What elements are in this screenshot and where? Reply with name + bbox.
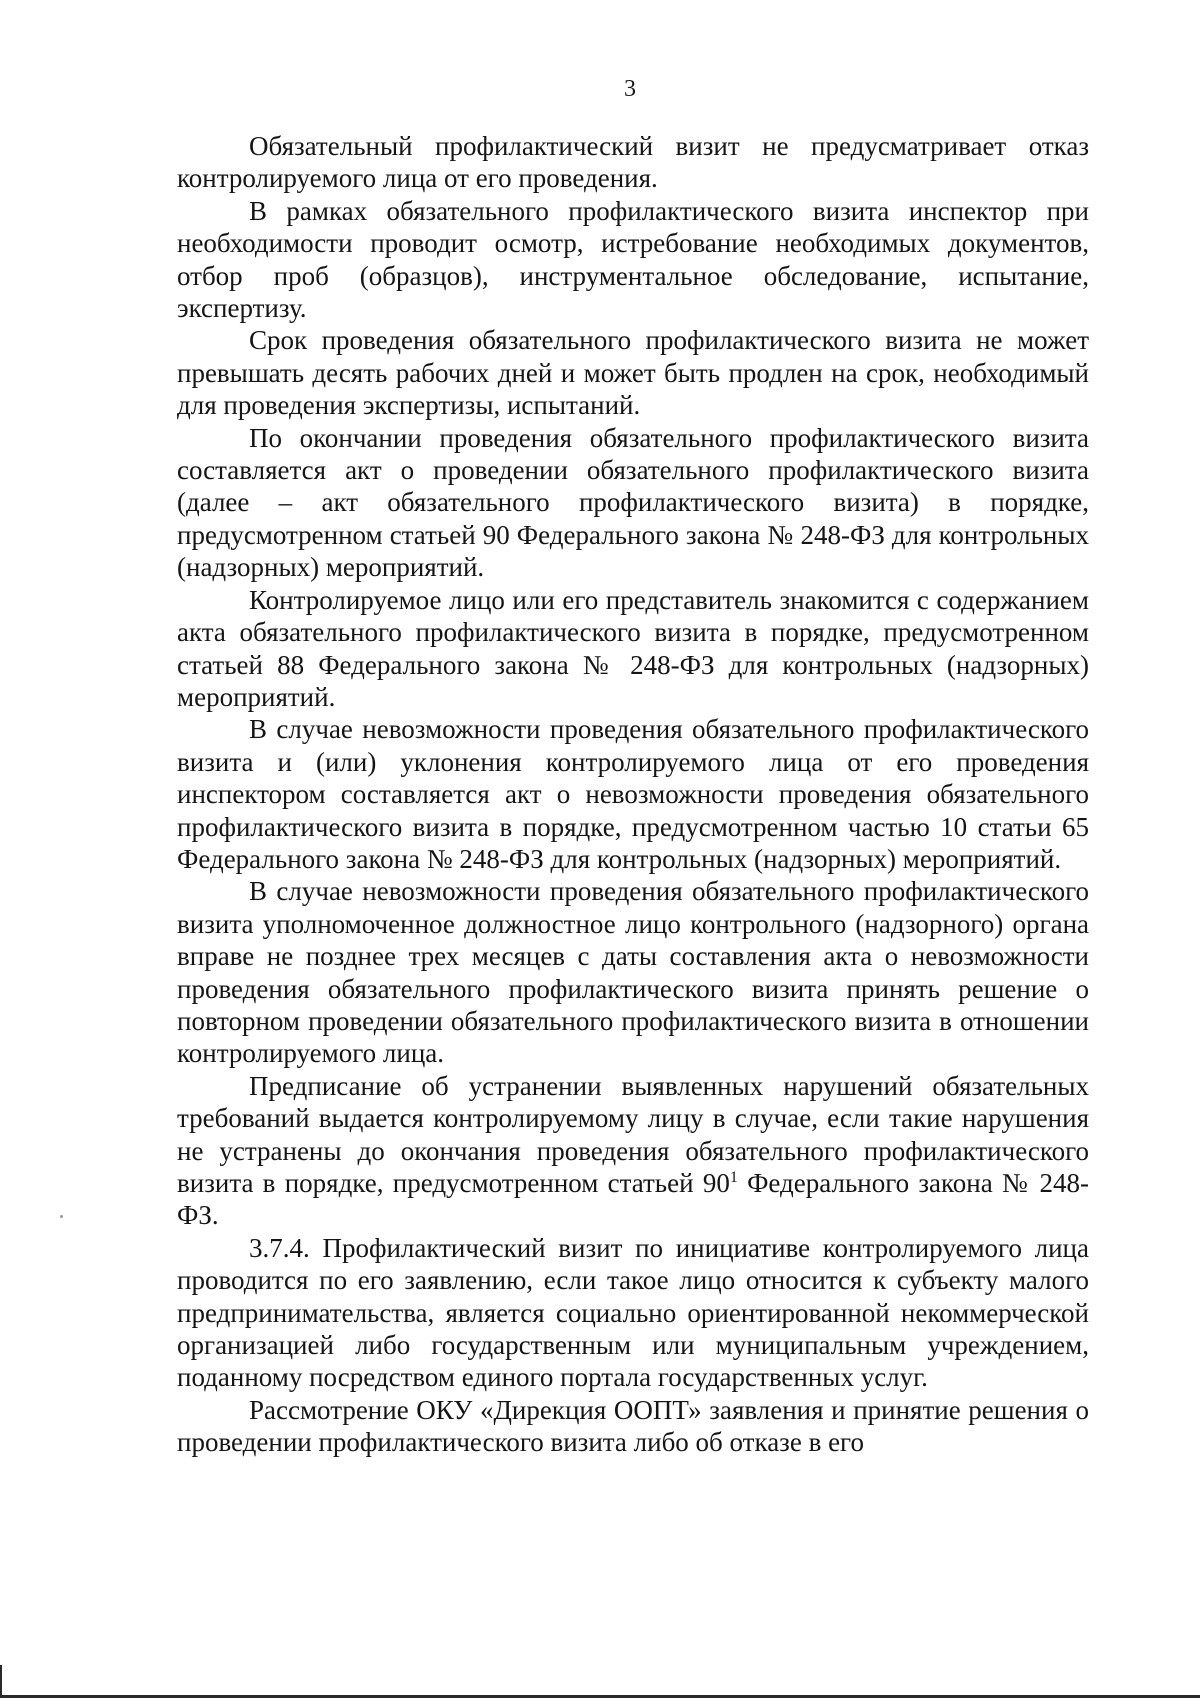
paragraph-act-familiarization: Контролируемое лицо или его представитель знакомится с содержанием акта обязательного профилактического визита в порядке, предусмотренном статьей 88 Федерального закона № 248-ФЗ для контрольных (надзорных) мероприятий.	[177, 584, 1089, 712]
paragraph-inspection-actions: В рамках обязательного профилактического визита инспектор при необходимости проводит осмотр, истребование необходимых документов, отбор проб (образцов), инструментальное обследование, испытание, экспертизу.	[177, 195, 1089, 324]
paragraph-no-refusal: Обязательный профилактический визит не предусматривает отказ контролируемого лица от его проведения.	[177, 131, 1089, 194]
prescription-text-end: Федерального закона № 248-ФЗ.	[177, 1168, 1090, 1231]
paragraph-visit-act: По окончании проведения обязательного профилактического визита составляется акт о проведении обязательного профилактического визита (далее – акт обязательного профилактического визита) в порядке, предусмотренном статьей 90 Федерального закона № 248-ФЗ для контрольных (надзорных) мероприятий.	[177, 422, 1089, 583]
paragraph-visit-duration: Срок проведения обязательного профилактического визита не может превышать десять рабочих дней и может быть продлен на срок, необходимый для проведения экспертизы, испытаний.	[177, 325, 1089, 421]
document-body	[177, 130, 1089, 1459]
paragraph-application-review: Рассмотрение ОКУ «Дирекция ООПТ» заявления и принятие решения о проведении профилактического визита либо об отказе в его	[177, 1394, 1089, 1458]
paragraph-repeat-visit: В случае невозможности проведения обязательного профилактического визита уполномоченное должностное лицо контрольного (надзорного) органа вправе не позднее трех месяцев с даты составления акта о невозможности проведения обязательного профилактического визита принять решение о повторном проведении обязательного профилактического визита в отношении контролируемого лица.	[177, 876, 1089, 1069]
paragraph-impossibility-act: В случае невозможности проведения обязательного профилактического визита и (или) уклонения контролируемого лица от его проведения инспектором составляется акт о невозможности проведения обязательного профилактического визита в порядке, предусмотренном частью 10 статьи 65 Федерального закона № 248-ФЗ для контрольных (надзорных) мероприятий.	[177, 714, 1089, 874]
paragraph-prescription	[177, 1070, 1089, 1232]
paragraph-initiative-visit: 3.7.4. Профилактический визит по инициативе контролируемого лица проводится по его заявлению, если такое лицо относится к субъекту малого предпринимательства, является социально ориентированной некоммерческой организацией либо государственным или муниципальным учреждением, поданному посредством единого портала государственных услуг.	[177, 1232, 1089, 1393]
footnote-superscript: 1	[729, 1169, 738, 1186]
page-number: 3	[624, 76, 636, 102]
scan-edge-mark	[0, 1665, 2, 1698]
scan-speck	[60, 1215, 63, 1218]
prescription-text: Предписание об устранении выявленных нарушений обязательных требований выдается контролируемому лицу в случае, если такие нарушения не устранены до окончания проведения обязательного профилактического визита в порядке, предусмотренном статьей 90	[177, 1070, 1089, 1198]
